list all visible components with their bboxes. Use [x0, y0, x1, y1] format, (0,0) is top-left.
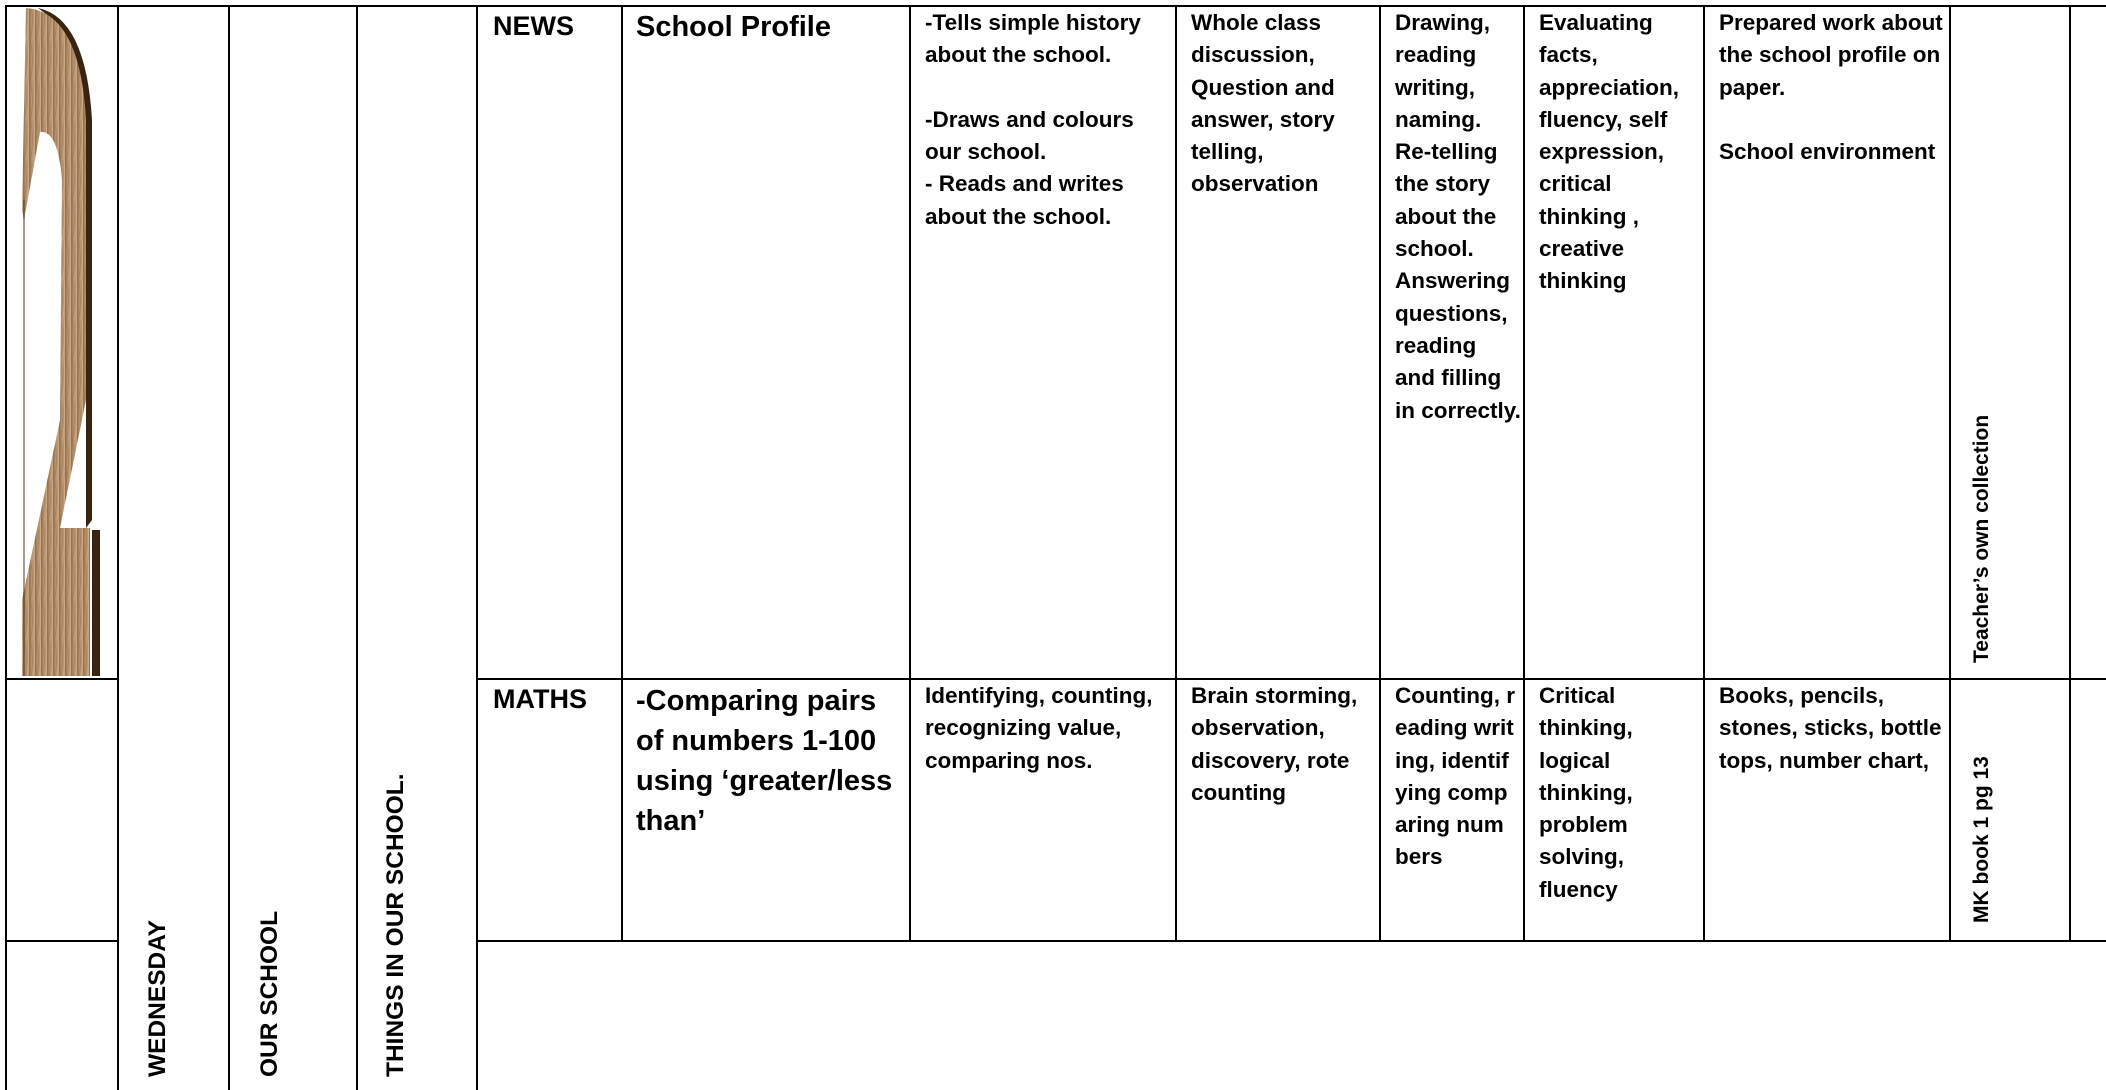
- row1-topic: School Profile: [636, 11, 831, 43]
- row2-life-skills: Critical thinking, logical thinking, problem solving, fluency: [1539, 683, 1640, 902]
- theme-label: OUR SCHOOL: [256, 910, 283, 1077]
- row2-materials: Books, pencils, stones, sticks, bottle tops, number chart,: [1719, 683, 1948, 773]
- grid-line: [909, 5, 911, 941]
- row2-activities: Counting, reading writing, identifying comparing numbers: [1395, 683, 1515, 870]
- grid-line: [621, 5, 623, 941]
- grid-line: [1949, 5, 1951, 941]
- row1-activities: Drawing, reading writing, naming. Re-telling the story about the school. Answering questions, reading and filling in correctly.: [1395, 10, 1521, 423]
- day-number-graphic: [0, 0, 112, 685]
- row2-subject: MATHS: [493, 684, 587, 714]
- grid-line: [2069, 5, 2071, 941]
- grid-line: [1523, 5, 1525, 941]
- grid-line: [228, 5, 230, 1090]
- day-label: WEDNESDAY: [144, 919, 171, 1077]
- row2-methods: Brain storming, observation, discovery, rote counting: [1191, 683, 1364, 805]
- grid-line: [117, 5, 119, 1090]
- row1-subject: NEWS: [493, 11, 574, 41]
- grid-line: [476, 940, 2106, 942]
- row2-reference: MK book 1 pg 13: [1970, 756, 1993, 923]
- row1-methods: Whole class discussion, Question and answer, story telling, observation: [1191, 10, 1342, 197]
- grid-line: [356, 5, 358, 1090]
- grid-line: [5, 940, 117, 942]
- grid-line: [1379, 5, 1381, 941]
- row1-reference: Teacher’s own collection: [1970, 414, 1993, 663]
- row2-competences: Identifying, counting, recognizing value, comparing nos.: [925, 683, 1159, 773]
- row1-life-skills: Evaluating facts, appreciation, fluency, self expression, critical thinking , creative thinking: [1539, 10, 1686, 294]
- grid-line: [1175, 5, 1177, 941]
- grid-line: [1703, 5, 1705, 941]
- grid-line: [476, 5, 478, 1090]
- sub-theme-label: THINGS IN OUR SCHOOL.: [382, 773, 409, 1077]
- row1-materials: Prepared work about the school profile on paper. School environment: [1719, 10, 1943, 165]
- row1-competences: -Tells simple history about the school. -Draws and colours our school. - Reads and writes about the school.: [925, 10, 1141, 229]
- row2-topic: -Comparing pairs of numbers 1-100 using ‘greater/less than’: [636, 685, 901, 837]
